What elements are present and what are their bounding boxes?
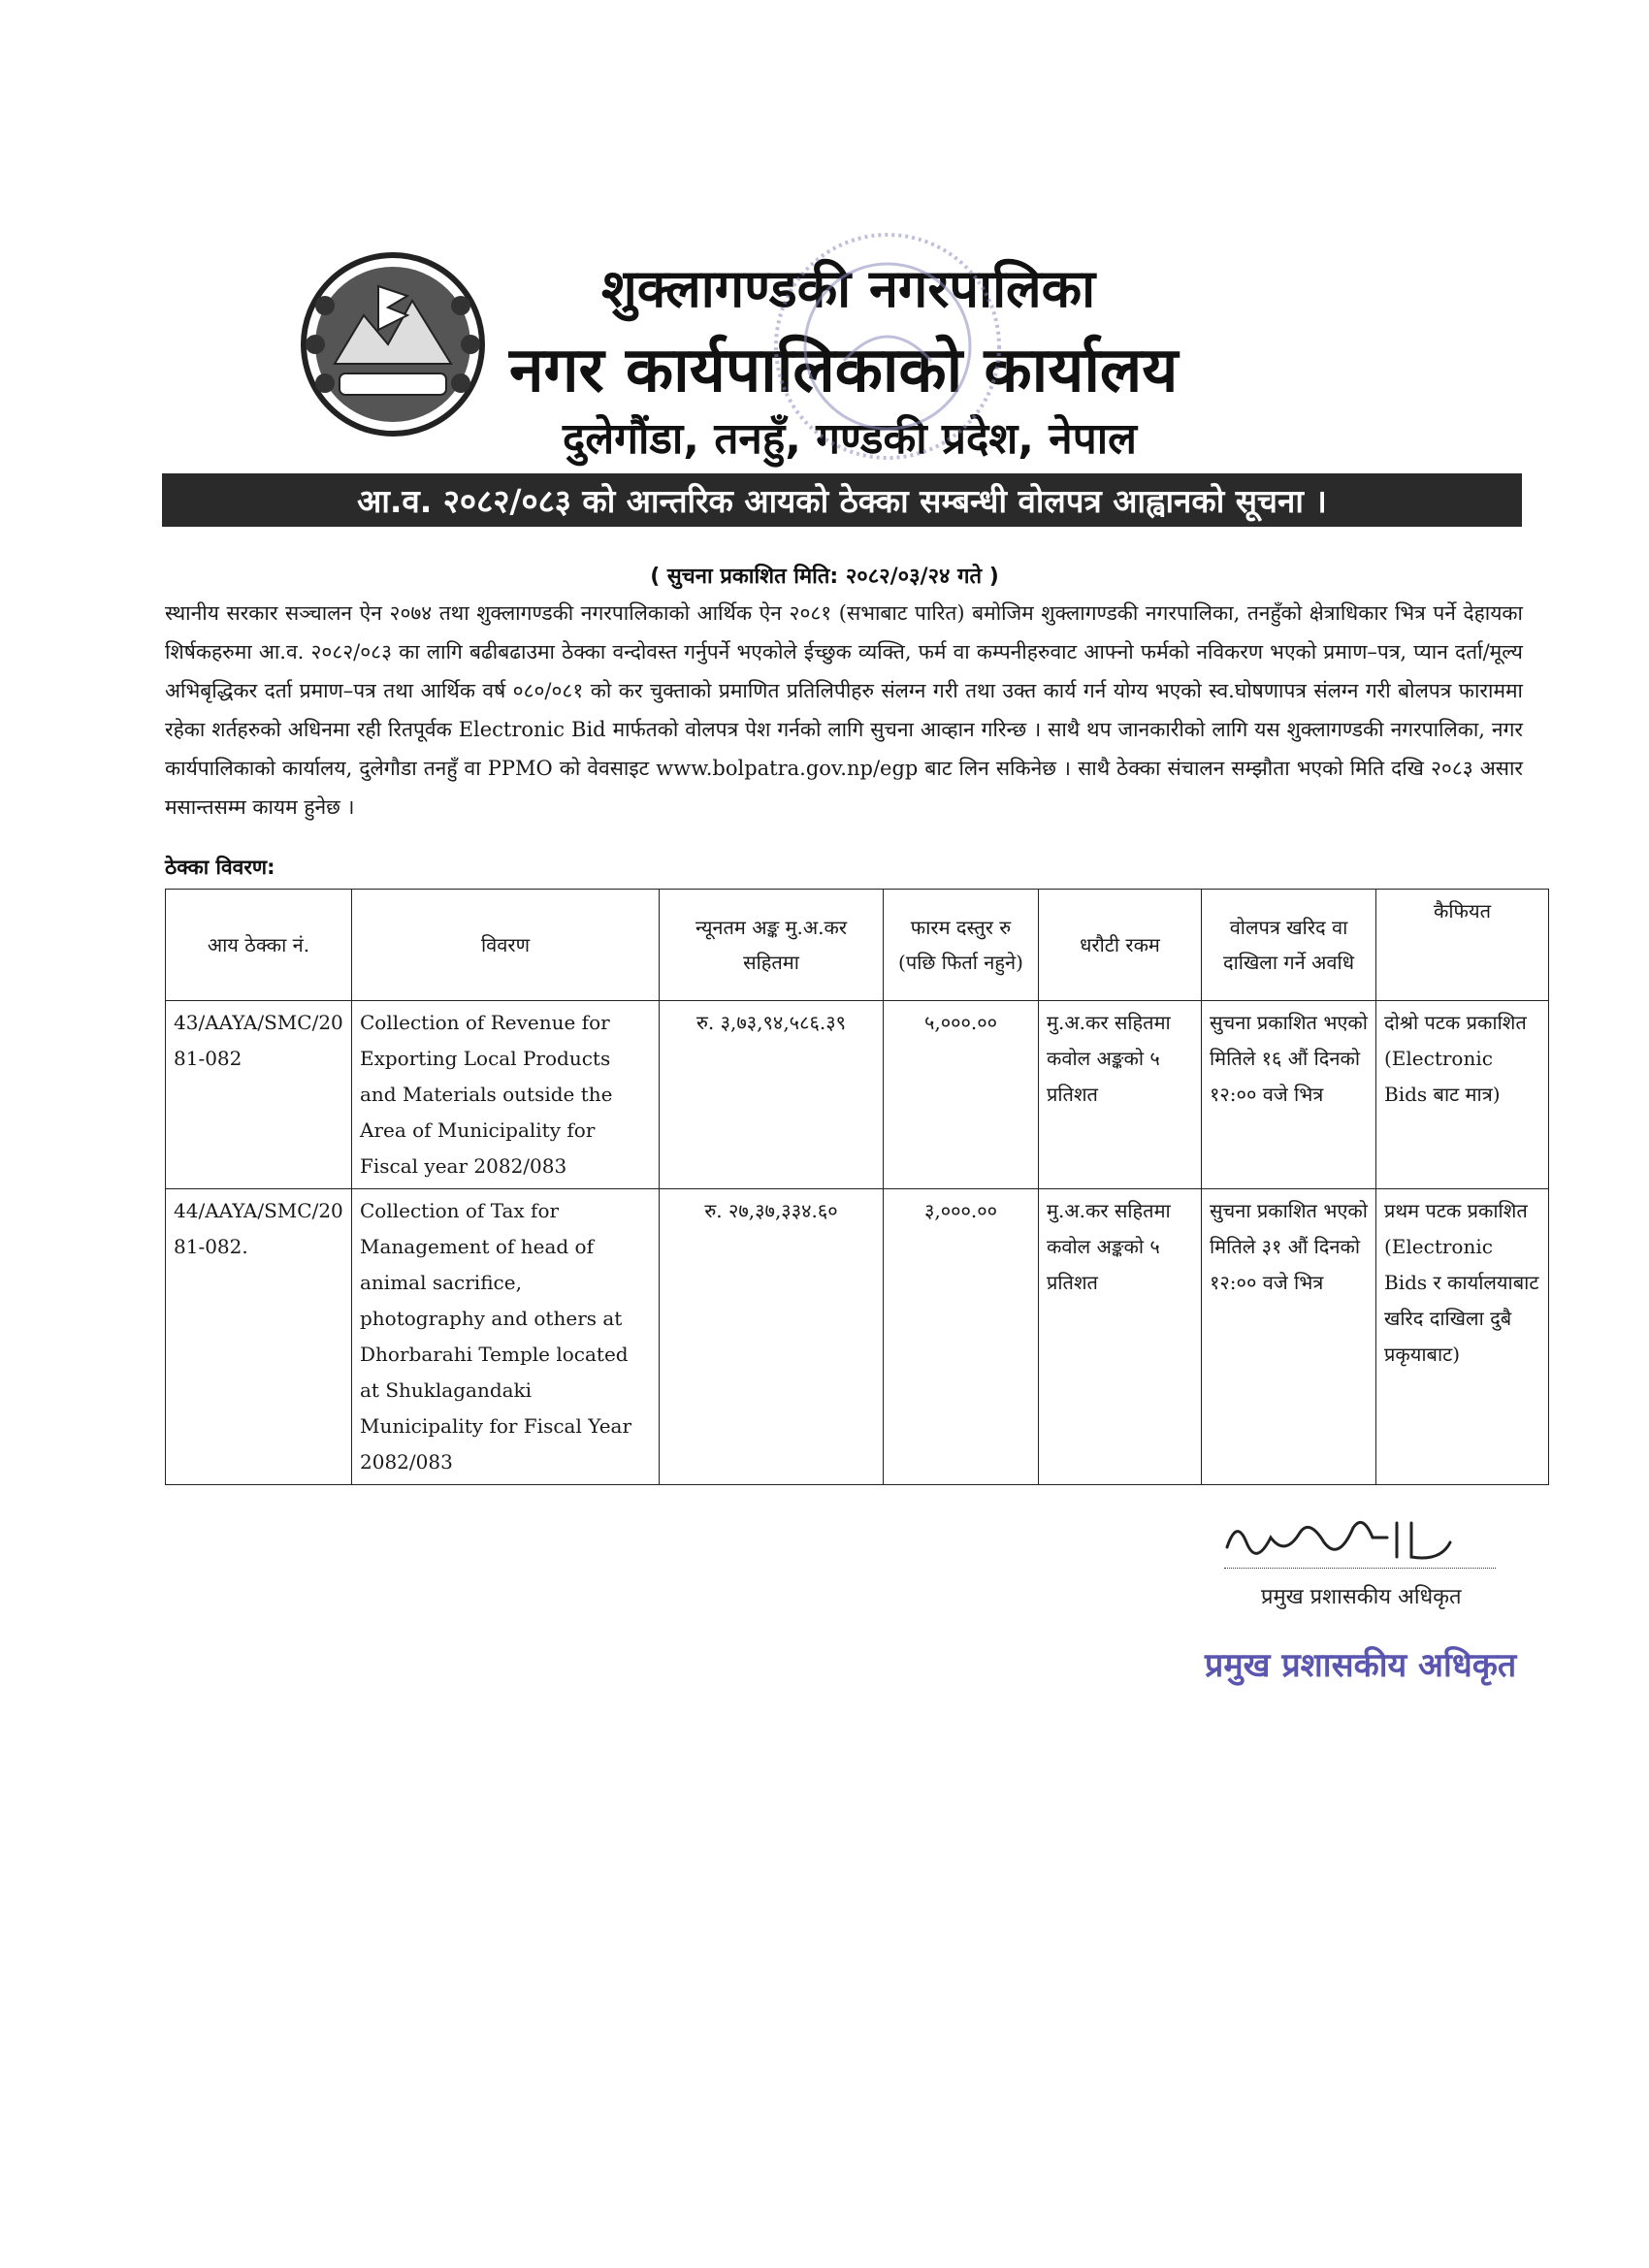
header-deposit: धरौटी रकम — [1039, 890, 1202, 1001]
office-name: नगर कार्यपालिकाको कार्यालय — [509, 335, 1179, 406]
table-row — [166, 1001, 1549, 1189]
min-amount: रु. २७,३७,३३४.६० — [660, 1189, 884, 1485]
form-fee: ५,०००.०० — [884, 1001, 1039, 1189]
office-address: दुलेगौंडा, तनहुँ, गण्डकी प्रदेश, नेपाल — [563, 414, 1137, 464]
nepal-emblem-icon — [296, 247, 490, 441]
signature-line — [1224, 1568, 1496, 1569]
min-amount: रु. ३,७३,९४,५८६.३९ — [660, 1001, 884, 1189]
table-row — [166, 1189, 1549, 1485]
contract-description: Collection of Revenue for Exporting Local Products and Materials outside the Area of Municipality for Fiscal year 2082/083 — [352, 1001, 660, 1189]
header-min-amount: न्यूनतम अङ्क मु.अ.कर सहितमा — [660, 890, 884, 1001]
contract-no: 43/AAYA/SMC/2081-082 — [166, 1001, 352, 1189]
remarks: दोश्रो पटक प्रकाशित (Electronic Bids बाट मात्र) — [1376, 1001, 1549, 1189]
officer-stamp: प्रमुख प्रशासकीय अधिकृत — [1205, 1646, 1517, 1685]
municipality-name: शुक्लागण्डकी नगरपालिका — [601, 258, 1096, 319]
bid-period: सुचना प्रकाशित भएको मितिले ३१ औं दिनको १२:०० वजे भित्र — [1202, 1189, 1376, 1485]
contract-table — [165, 889, 1549, 1485]
signatory-title: प्रमुख प्रशासकीय अधिकृत — [1261, 1585, 1462, 1609]
header-contract-no: आय ठेक्का नं. — [166, 890, 352, 1001]
header-form-fee: फारम दस्तुर रु (पछि फिर्ता नहुने) — [884, 890, 1039, 1001]
contract-description: Collection of Tax for Management of head of animal sacrifice, photography and others at Dhorbarahi Temple located at Shuklagandaki Municipality for Fiscal Year 2082/083 — [352, 1189, 660, 1485]
publication-date: ( सुचना प्रकाशित मिति: २०८२/०३/२४ गते ) — [650, 565, 999, 589]
office-seal-stamp — [766, 225, 1009, 468]
contract-no: 44/AAYA/SMC/2081-082. — [166, 1189, 352, 1485]
header-remarks: कैफियत — [1376, 890, 1549, 1001]
deposit: मु.अ.कर सहितमा कवोल अङ्कको ५ प्रतिशत — [1039, 1001, 1202, 1189]
notice-banner: आ.व. २०८२/०८३ को आन्तरिक आयको ठेक्का सम्बन्धी वोलपत्र आह्वानको सूचना । — [162, 473, 1522, 527]
table-header-row — [166, 890, 1549, 1001]
contract-details-label: ठेक्का विवरण: — [165, 856, 275, 879]
deposit: मु.अ.कर सहितमा कवोल अङ्कको ५ प्रतिशत — [1039, 1189, 1202, 1485]
bid-period: सुचना प्रकाशित भएको मितिले १६ औं दिनको १२:०० वजे भित्र — [1202, 1001, 1376, 1189]
remarks: प्रथम पटक प्रकाशित (Electronic Bids र कार्यालयाबाट खरिद दाखिला दुबै प्रकृयाबाट) — [1376, 1189, 1549, 1485]
notice-body: स्थानीय सरकार सञ्चालन ऐन २०७४ तथा शुक्लागण्डकी नगरपालिकाको आर्थिक ऐन २०८१ (सभाबाट पारित) बमोजिम शुक्लागण्डकी नगरपालिका, तनहुँको क्षेत्राधिकार भित्र पर्ने देहायका शिर्षकहरुमा आ.व. २०८२/०८३ का लागि बढीबढाउमा ठेक्का वन्दोवस्त गर्नुपर्ने भएकोले ईच्छुक व्यक्ति, फर्म वा कम्पनीहरुवाट आफ्नो फर्मको नविकरण भएको प्रमाण–पत्र, प्यान दर्ता/मूल्य अभिबृद्धिकर दर्ता प्रमाण–पत्र तथा आर्थिक वर्ष ०८०/०८१ को कर चुक्ताको प्रमाणित प्रतिलिपीहरु संलग्न गरी तथा उक्त कार्य गर्न योग्य भएको स्व.घोषणापत्र संलग्न गरी बोलपत्र फाराममा रहेका शर्तहरुको अधिनमा रही रितपूर्वक Electronic Bid मार्फतको वोलपत्र पेश गर्नको लागि सुचना आव्हान गरिन्छ । साथै थप जानकारीको लागि यस शुक्लागण्डकी नगरपालिका, नगर कार्यपालिकाको कार्यालय, दुलेगौडा तनहुँ वा PPMO को वेवसाइट www.bolpatra.gov.np/egp बाट लिन सकिनेछ । साथै ठेक्का संचालन सम्झौता भएको मिति दखि २०८३ असार मसान्तसम्म कायम हुनेछ । — [165, 601, 1523, 819]
form-fee: ३,०००.०० — [884, 1189, 1039, 1485]
header-description: विवरण — [352, 890, 660, 1001]
header-period: वोलपत्र खरिद वा दाखिला गर्ने अवधि — [1202, 890, 1376, 1001]
signature-mark — [1217, 1508, 1470, 1576]
